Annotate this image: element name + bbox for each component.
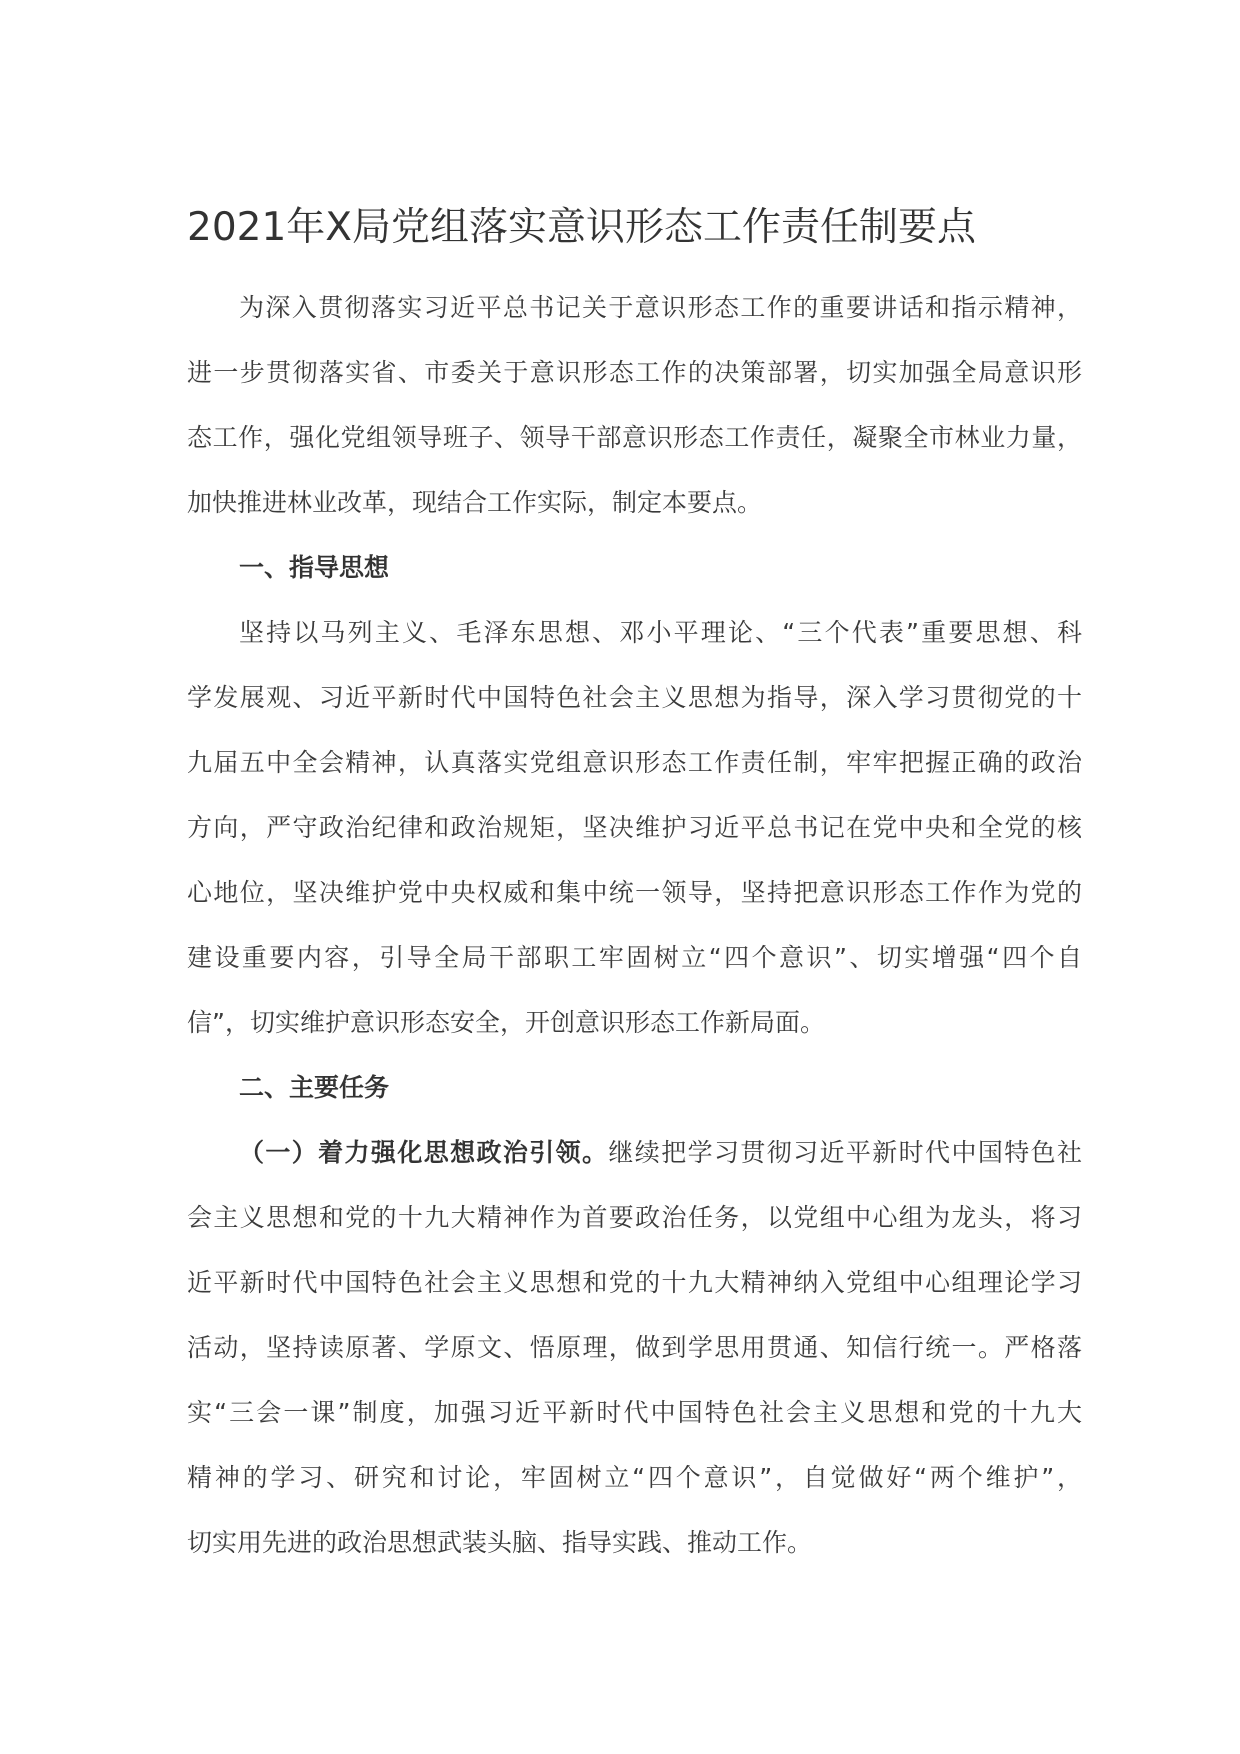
paragraph-line: 信”，切实维护意识形态安全，开创意识形态工作新局面。 [187,1008,825,1037]
section-heading-guiding-thought: 一、指导思想 [239,553,390,582]
paragraph-line: 态工作，强化党组领导班子、领导干部意识形态工作责任，凝聚全市林业力量， [187,423,1082,452]
paragraph-line: 近平新时代中国特色社会主义思想和党的十九大精神纳入党组中心组理论学习 [187,1268,1082,1297]
paragraph-line: 心地位，坚决维护党中央权威和集中统一领导，坚持把意识形态工作作为党的 [187,878,1082,907]
document-title: 2021年X局党组落实意识形态工作责任制要点 [187,205,976,250]
paragraph-line: 精神的学习、研究和讨论，牢固树立“四个意识”，自觉做好“两个维护”， [187,1463,1082,1492]
guiding-thought-paragraph [187,600,1082,1055]
paragraph-line: 加快推进林业改革，现结合工作实际，制定本要点。 [187,488,763,517]
paragraph-line: 坚持以马列主义、毛泽东思想、邓小平理论、“三个代表”重要思想、科 [239,618,1082,647]
paragraph-text: 继续把学习贯彻习近平新时代中国特色社 [608,1138,1082,1167]
paragraph-line: 切实用先进的政治思想武装头脑、指导实践、推动工作。 [187,1528,813,1557]
task-item-1-paragraph [187,1120,1082,1575]
section-heading-main-tasks: 二、主要任务 [239,1073,390,1102]
document-body [187,275,1082,1575]
paragraph-line: 建设重要内容，引导全局干部职工牢固树立“四个意识”、切实增强“四个自 [187,943,1082,972]
task-item-lead: （一）着力强化思想政治引领。 [239,1138,609,1167]
paragraph-line: 学发展观、习近平新时代中国特色社会主义思想为指导，深入学习贯彻党的十 [187,683,1082,712]
paragraph-line: 九届五中全会精神，认真落实党组意识形态工作责任制，牢牢把握正确的政治 [187,748,1082,777]
paragraph-line [187,1120,1082,1185]
paragraph-line: 进一步贯彻落实省、市委关于意识形态工作的决策部署，切实加强全局意识形 [187,358,1082,387]
paragraph-line: 活动，坚持读原著、学原文、悟原理，做到学思用贯通、知信行统一。严格落 [187,1333,1082,1362]
paragraph-line: 会主义思想和党的十九大精神作为首要政治任务，以党组中心组为龙头，将习 [187,1203,1082,1232]
paragraph-line: 方向，严守政治纪律和政治规矩，坚决维护习近平总书记在党中央和全党的核 [187,813,1082,842]
paragraph-line: 实“三会一课”制度，加强习近平新时代中国特色社会主义思想和党的十九大 [187,1398,1082,1427]
paragraph-line: 为深入贯彻落实习近平总书记关于意识形态工作的重要讲话和指示精神， [239,293,1082,322]
intro-paragraph [187,275,1082,535]
